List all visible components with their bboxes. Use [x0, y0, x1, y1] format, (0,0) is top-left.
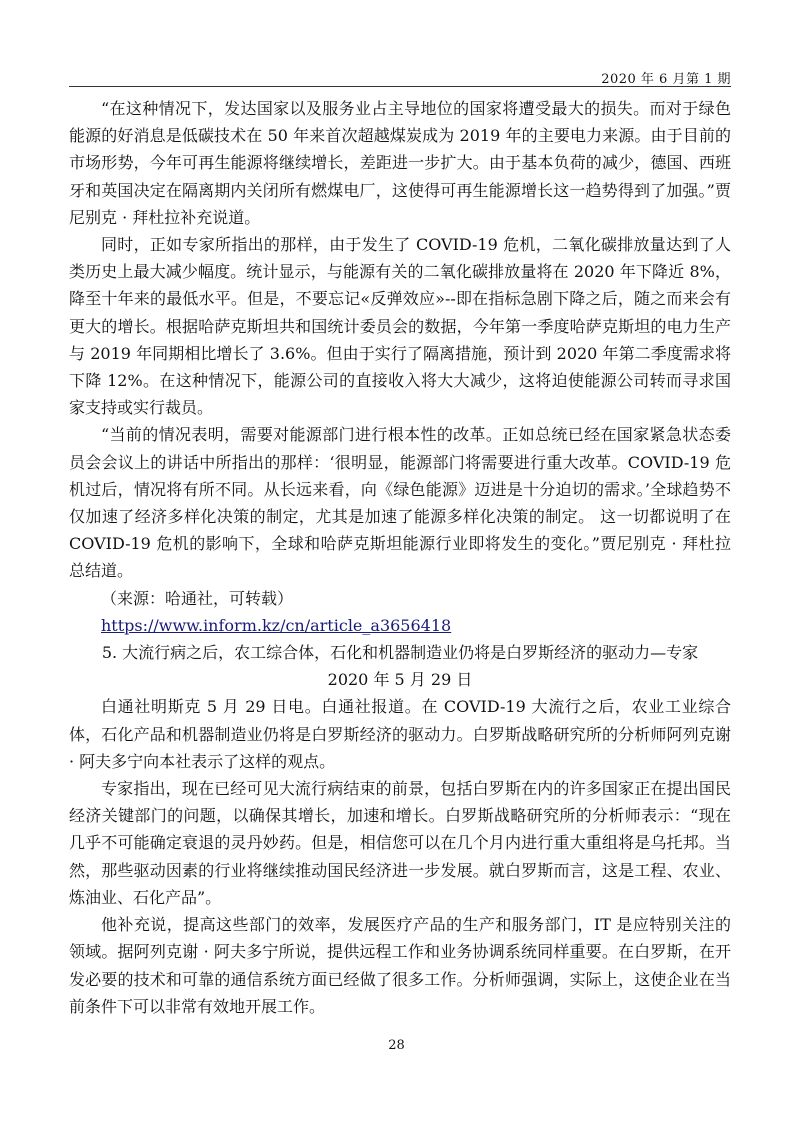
- body-paragraph: 专家指出，现在已经可见大流行病结束的前景，包括白罗斯在内的许多国家正在提出国民经济关键部门的问题，以确保其增长，加速和增长。白罗斯战略研究所的分析师表示：“现在几乎不可能确定衰退的灵丹妙药。但是，相信您可以在几个月内进行重大重组将是乌托邦。当然，那些驱动因素的行业将继续推动国民经济进一步发展。就白罗斯而言，这是工程、农业、炼油业、石化产品”。: [69, 779, 731, 907]
- issue-label: 2020 年 6 月第 1 期: [601, 72, 731, 87]
- source-link-line: [69, 612, 731, 639]
- body-paragraph: 白通社明斯克 5 月 29 日电。白通社报道。在 COVID-19 大流行之后，农业工业综合体，石化产品和机器制造业仍将是白罗斯经济的驱动力。白罗斯战略研究所的分析师阿列克谢 · 阿夫多宁向本社表示了这样的观点。: [69, 697, 731, 771]
- body-paragraph: 同时，正如专家所指出的那样，由于发生了 COVID-19 危机，二氧化碳排放量达到了人类历史上最大减少幅度。统计显示，与能源有关的二氧化碳排放量将在 2020 年下降近 8%，降至十年来的最低水平。但是，不要忘记«反弹效应»--即在指标急剧下降之后，随之而来会有更大的增长。根据哈萨克斯坦共和国统计委员会的数据，今年第一季度哈萨克斯坦的电力生产与 2019 年同期相比增长了 3.6%。但由于实行了隔离措施，预计到 2020 年第二季度需求将下降 12%。在这种情况下，能源公司的直接收入将大大减少，这将迫使能源公司转而寻求国家支持或实行裁员。: [69, 235, 731, 418]
- article-title: 5. 大流行病之后，农工综合体，石化和机器制造业仍将是白罗斯经济的驱动力—专家: [101, 643, 699, 663]
- page-footer: [0, 1038, 793, 1053]
- body-paragraph: “当前的情况表明，需要对能源部门进行根本性的改革。正如总统已经在国家紧急状态委员会会议上的讲话中所指出的那样：‘很明显，能源部门将需要进行重大改革。COVID-19 危机过后，情况将有所不同。从长远来看，向《绿色能源》迈进是十分迫切的需求。’全球趋势不仅加速了经济多样化决策的制定，尤其是加速了能源多样化决策的制定。 这一切都说明了在 COVID-19 危机的影响下，全球和哈萨克斯坦能源行业即将发生的变化。”贾尼别克 · 拜杜拉总结道。: [69, 425, 731, 581]
- document-body: [69, 95, 731, 1020]
- page-number: 28: [388, 1038, 405, 1053]
- article-date: 2020 年 5 月 29 日: [327, 670, 473, 690]
- body-paragraph: “在这种情况下，发达国家以及服务业占主导地位的国家将遭受最大的损失。而对于绿色能源的好消息是低碳技术在 50 年来首次超越煤炭成为 2019 年的主要电力来源。由于目前的市场形势，今年可再生能源将继续增长，差距进一步扩大。由于基本负荷的减少，德国、西班牙和英国决定在隔离期内关闭所有燃煤电厂，这使得可再生能源增长这一趋势得到了加强。”贾尼别克 · 拜杜拉补充说道。: [69, 99, 731, 227]
- source-note: （来源：哈通社，可转载）: [101, 588, 294, 608]
- body-paragraph: 他补充说，提高这些部门的效率，发展医疗产品的生产和服务部门，IT 是应特别关注的领域。据阿列克谢 · 阿夫多宁所说，提供远程工作和业务协调系统同样重要。在白罗斯，在开发必要的技术和可靠的通信系统方面已经做了很多工作。分析师强调，实际上，这使企业在当前条件下可以非常有效地开展工作。: [69, 915, 731, 1016]
- page-header: [69, 64, 731, 87]
- source-link[interactable]: https://www.inform.kz/cn/article_a3656418: [101, 615, 452, 635]
